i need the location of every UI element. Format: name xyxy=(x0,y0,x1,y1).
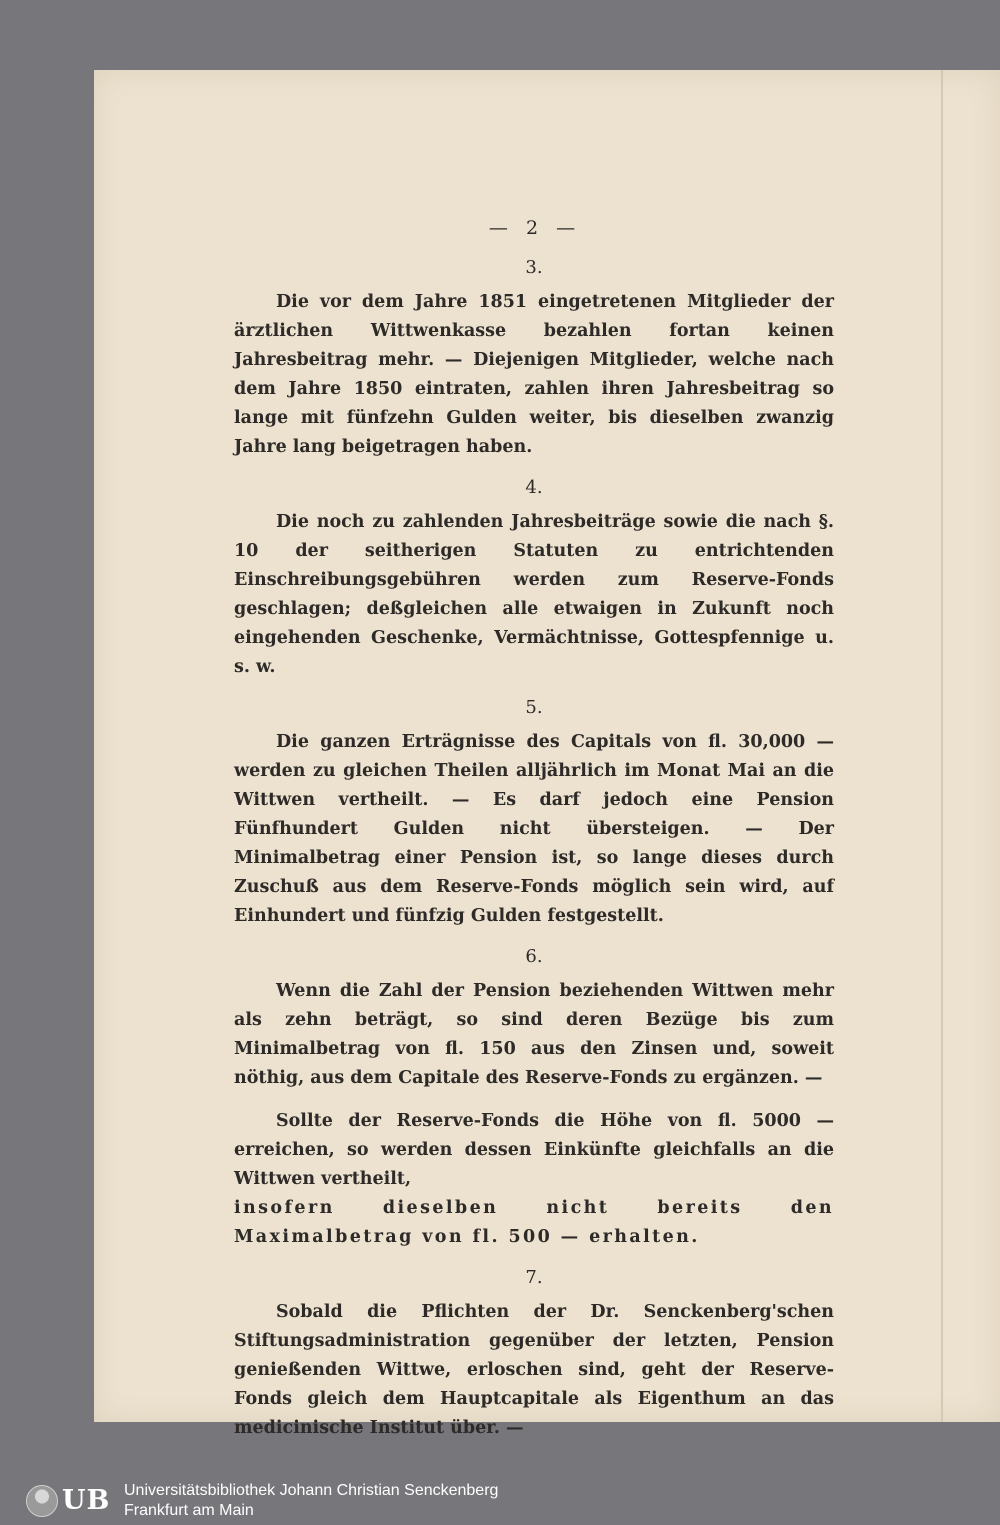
section-6-paragraph-1: Wenn die Zahl der Pension beziehenden Wittwen mehr als zehn beträgt, so sind deren Bezüge bis zum Minimalbetrag von fl. 150 aus den Zinsen und, soweit nöthig, aus dem Capitale des Reserve-Fonds zu ergänzen. — xyxy=(234,981,834,1088)
section-number-6: 6. xyxy=(525,946,543,967)
library-footer xyxy=(0,1477,1000,1525)
section-number-3: 3. xyxy=(525,257,543,278)
page-gutter xyxy=(941,70,943,1422)
library-city: Frankfurt am Main xyxy=(124,1502,254,1519)
section-6-paragraph-2: Sollte der Reserve-Fonds die Höhe von fl. 5000 — erreichen, so werden dessen Einkünfte gleichfalls an die Wittwen vertheilt, xyxy=(234,1111,834,1189)
section-3-paragraph: Die vor dem Jahre 1851 eingetretenen Mitglieder der ärztlichen Wittwenkasse bezahlen fortan keinen Jahresbeitrag mehr. — Diejenigen Mitglieder, welche nach dem Jahre 1850 eintraten, zahlen ihren Jahresbeitrag so lange mit fünfzehn Gulden weiter, bis dieselben zwanzig Jahre lang beigetragen haben. xyxy=(234,292,834,457)
library-name: Universitätsbibliothek Johann Christian Senckenberg xyxy=(124,1482,499,1499)
section-number-7: 7. xyxy=(525,1267,543,1288)
section-5-paragraph: Die ganzen Erträgnisse des Capitals von fl. 30,000 — werden zu gleichen Theilen alljährlich im Monat Mai an die Wittwen vertheilt. — Es darf jedoch eine Pension Fünfhundert Gulden nicht übersteigen. — Der Minimalbetrag einer Pension ist, so lange dieses durch Zuschuß aus dem Reserve-Fonds möglich sein wird, auf Einhundert und fünfzig Gulden festgestellt. xyxy=(234,732,834,926)
library-logo[interactable] xyxy=(26,1483,114,1519)
section-4-paragraph: Die noch zu zahlenden Jahresbeiträge sowie die nach §. 10 der seitherigen Statuten zu entrichtenden Einschreibungsgebühren werden zum Reserve-Fonds geschlagen; deßgleichen alle etwaigen in Zukunft noch eingehenden Geschenke, Vermächtnisse, Gottespfennige u. s. w. xyxy=(234,512,834,677)
section-number-4: 4. xyxy=(525,477,543,498)
logo-text: UB xyxy=(62,1485,111,1516)
section-number-5: 5. xyxy=(525,697,543,718)
page-number: — 2 — xyxy=(488,217,582,239)
section-6-paragraph-3: insofern dieselben nicht bereits den Maximalbetrag von fl. 500 — erhalten. xyxy=(234,1198,834,1247)
section-7-paragraph: Sobald die Pflichten der Dr. Senckenberg'schen Stiftungsadministration gegenüber der letzten, Pension genießenden Wittwe, erloschen sind, geht der Reserve-Fonds gleich dem Hauptcapitale als Eigenthum an das medicinische Institut über. — xyxy=(234,1302,834,1438)
footer-text xyxy=(124,1481,498,1521)
portrait-emblem-icon xyxy=(26,1485,58,1517)
page-text xyxy=(234,210,834,1457)
